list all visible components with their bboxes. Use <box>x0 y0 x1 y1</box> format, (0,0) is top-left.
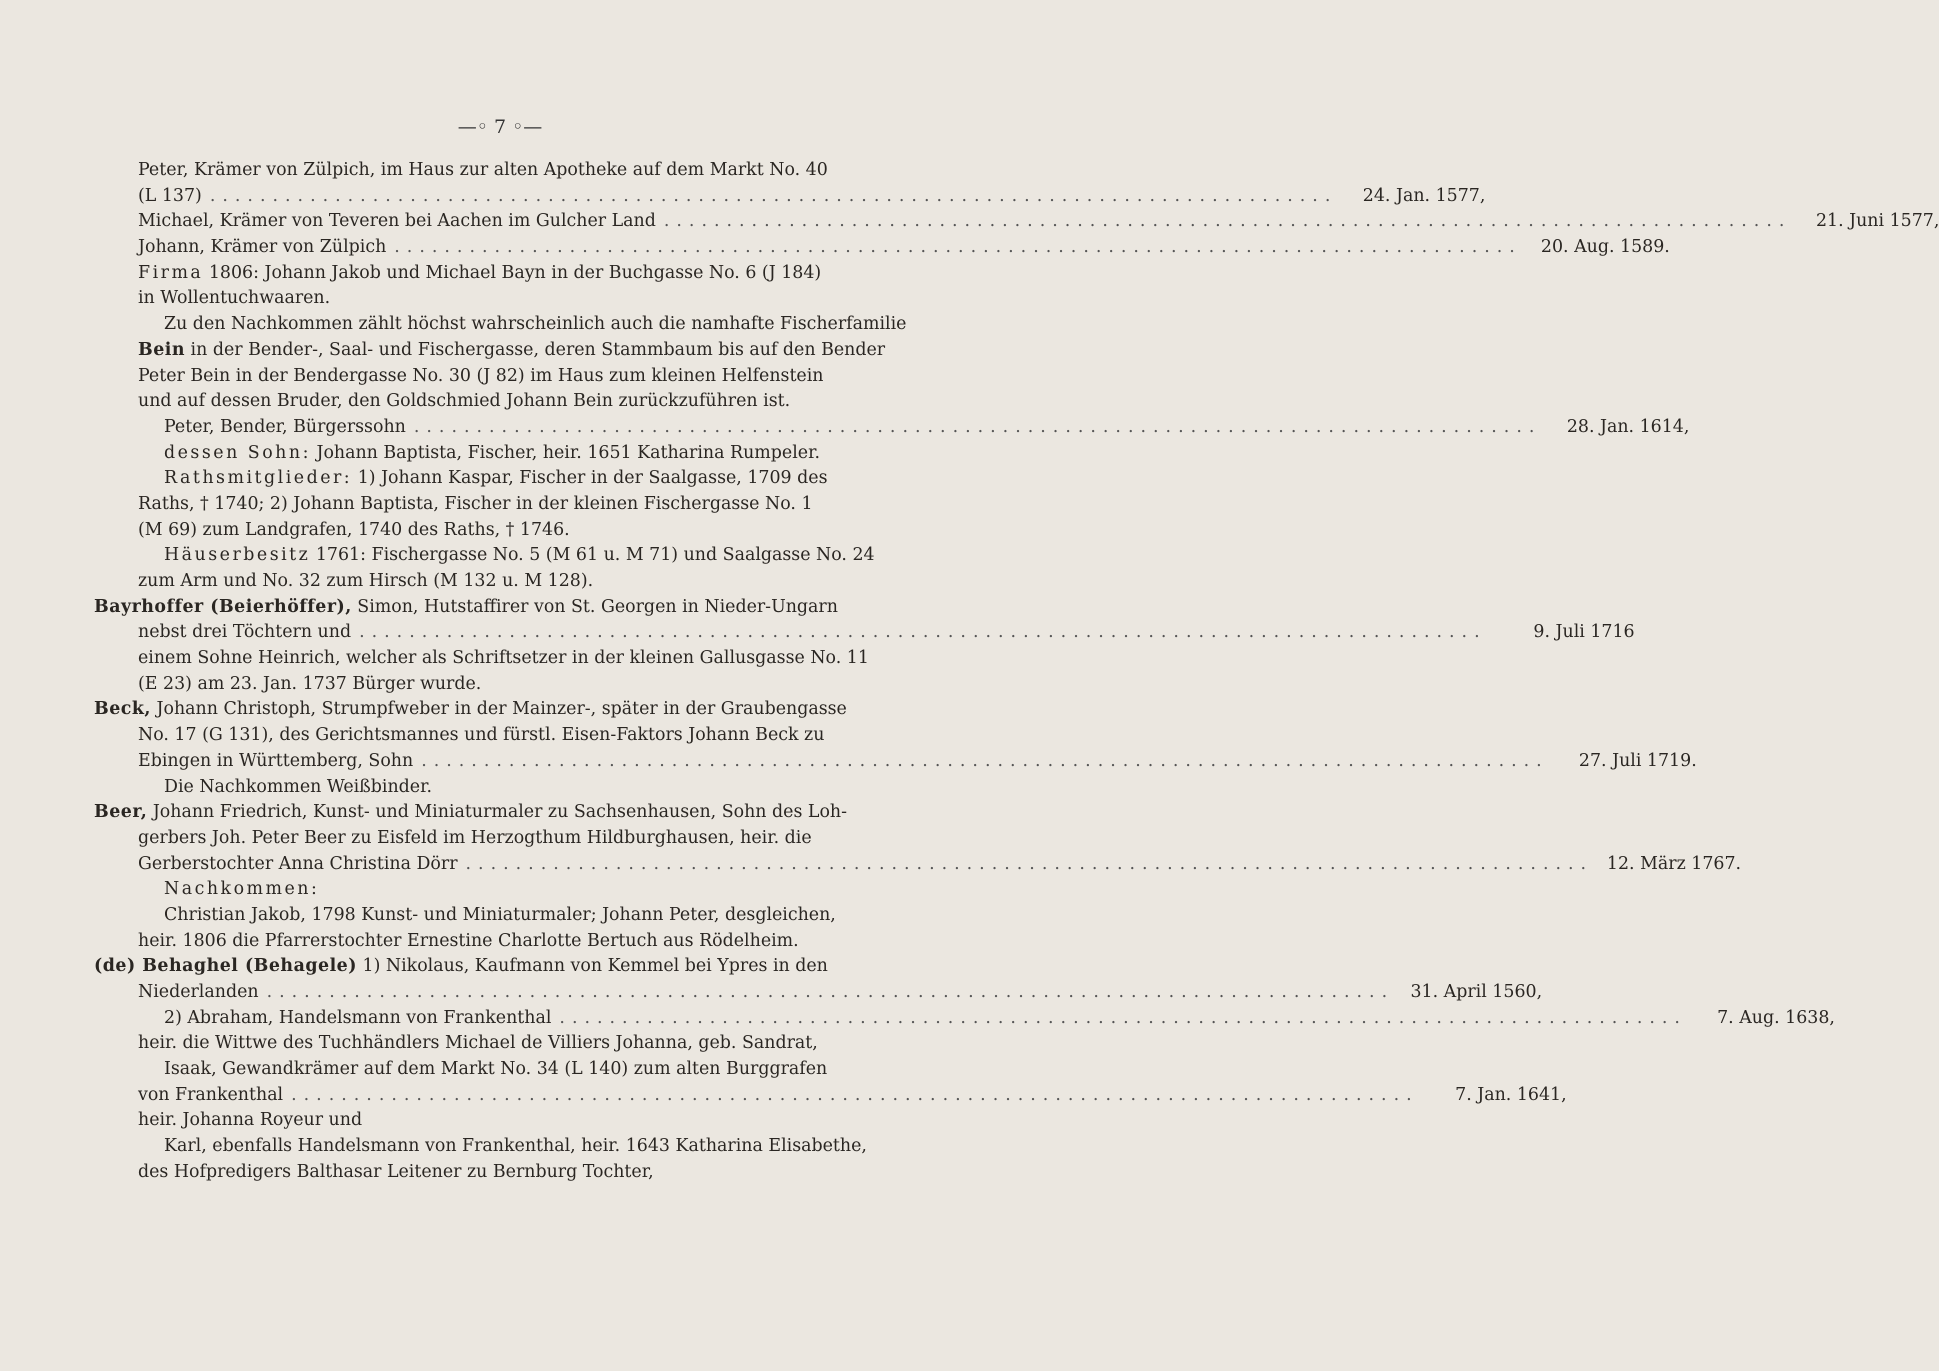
entry-date: 12. März 1767. <box>1606 853 1742 874</box>
text-line <box>138 466 890 492</box>
line-text: Die Nachkommen Weißbinder. <box>164 776 433 797</box>
text-line <box>138 492 890 518</box>
text-line <box>138 286 890 312</box>
text-line <box>138 929 890 955</box>
text-line <box>138 261 890 287</box>
text-line <box>138 1031 890 1057</box>
line-text: heir. die Wittwe des Tuchhändlers Michael de Villiers Johanna, geb. Sandrat, <box>138 1033 818 1054</box>
line-text: in Wollentuchwaaren. <box>138 288 331 309</box>
text-line <box>94 954 890 980</box>
line-text: des Hofpredigers Balthasar Leitener zu Bernburg Tochter, <box>138 1161 654 1182</box>
line-text: zum Arm und No. 32 zum Hirsch (M 132 u. M 128). <box>138 571 594 591</box>
line-text: Simon, Hutstaffirer von St. Georgen in Nieder-Ungarn <box>357 596 838 617</box>
line-text: 1) Nikolaus, Kaufmann von Kemmel bei Ypres in den <box>362 956 828 977</box>
spaced-label: Rathsmitglieder: <box>164 468 353 489</box>
line-text: 1806: Johann Jakob und Michael Bayn in der Buchgasse No. 6 (J 184) <box>208 262 822 283</box>
spaced-label: dessen Sohn: <box>164 442 311 463</box>
dot-leader: .......................................................................................... <box>663 211 1792 232</box>
entry-date: 27. Juli 1719. <box>1578 750 1697 771</box>
dot-leader: .......................................................................................... <box>421 750 1549 771</box>
text-line <box>138 235 1670 261</box>
line-text: Michael, Krämer von Teveren bei Aachen im Gulcher Land <box>138 211 656 232</box>
line-text: Johann Baptista, Fischer, heir. 1651 Katharina Rumpeler. <box>316 442 820 463</box>
line-text: Peter Bein in der Bendergasse No. 30 (J 82) im Haus zum kleinen Helfenstein <box>138 365 824 386</box>
entry-date: 9. Juli 1716 <box>1533 622 1635 643</box>
entry-date: 24. Jan. 1577, <box>1362 185 1486 206</box>
text-line <box>94 595 890 621</box>
dot-leader: .......................................................................................... <box>266 982 1395 1002</box>
entry-date: 31. April 1560, <box>1410 982 1543 1002</box>
entry-date: 7. Aug. 1638, <box>1717 1007 1835 1028</box>
text-line <box>138 620 1635 646</box>
dot-leader: .......................................................................................... <box>465 853 1594 874</box>
entry-date: 20. Aug. 1589. <box>1540 237 1670 258</box>
line-text: (M 69) zum Landgrafen, 1740 des Raths, † 1746. <box>138 519 570 540</box>
line-text: Niederlanden <box>138 982 259 1002</box>
text-line <box>138 569 890 595</box>
text-line <box>138 1160 890 1186</box>
spaced-label: Firma <box>138 262 204 283</box>
text-line <box>138 338 890 364</box>
line-text: heir. Johanna Royeur und <box>138 1110 363 1131</box>
line-text: Karl, ebenfalls Handelsmann von Frankenthal, heir. 1643 Katharina Elisabethe, <box>164 1136 867 1157</box>
line-text: Johann Friedrich, Kunst- und Miniaturmaler zu Sachsenhausen, Sohn des Loh- <box>152 802 847 823</box>
dot-leader: .......................................................................................... <box>209 185 1338 206</box>
line-text: gerbers Joh. Peter Beer zu Eisfeld im Herzogthum Hildburghausen, heir. die <box>138 827 812 848</box>
line-text: und auf dessen Bruder, den Goldschmied Johann Bein zurückzuführen ist. <box>138 391 791 412</box>
text-line <box>138 1083 1567 1109</box>
entry-heading: (de) Behaghel (Behagele) <box>94 956 357 977</box>
entry-heading: Beer, <box>94 802 148 823</box>
text-line <box>138 158 890 184</box>
text-line <box>138 826 890 852</box>
entry-date: 7. Jan. 1641, <box>1455 1084 1567 1105</box>
text-line <box>138 1134 890 1160</box>
line-text: Zu den Nachkommen zählt höchst wahrscheinlich auch die namhafte Fischerfamilie <box>164 314 907 335</box>
text-line <box>138 415 1690 441</box>
text-line <box>138 672 890 698</box>
spaced-label: Nachkommen: <box>164 879 320 900</box>
text-line <box>138 1057 890 1083</box>
text-line <box>138 441 890 467</box>
line-text: 2) Abraham, Handelsmann von Frankenthal <box>164 1007 552 1028</box>
text-line <box>138 1108 890 1134</box>
text-line <box>138 646 890 672</box>
text-line <box>138 543 890 569</box>
text-line <box>138 877 890 903</box>
line-text: Johann, Krämer von Zülpich <box>138 237 387 258</box>
line-text: No. 17 (G 131), des Gerichtsmannes und fürstl. Eisen-Faktors Johann Beck zu <box>138 725 825 746</box>
text-line <box>138 775 890 801</box>
line-text: 1761: Fischergasse No. 5 (M 61 u. M 71) und Saalgasse No. 24 <box>315 545 875 566</box>
text-line <box>138 364 890 390</box>
text-line <box>94 800 890 826</box>
dot-leader: .......................................................................................... <box>559 1007 1687 1028</box>
text-line <box>138 209 1939 235</box>
line-text: (E 23) am 23. Jan. 1737 Bürger wurde. <box>138 673 482 694</box>
line-text: Isaak, Gewandkrämer auf dem Markt No. 34 (L 140) zum alten Burggrafen <box>164 1059 828 1080</box>
dot-leader: .......................................................................................... <box>413 416 1542 437</box>
line-text: einem Sohne Heinrich, welcher als Schriftsetzer in der kleinen Gallusgasse No. 11 <box>138 648 869 669</box>
line-text: heir. 1806 die Pfarrerstochter Ernestine Charlotte Bertuch aus Rödelheim. <box>138 930 799 951</box>
text-line <box>138 723 890 749</box>
dot-leader: .......................................................................................... <box>291 1084 1419 1105</box>
text-line <box>138 852 1742 878</box>
text-line <box>138 980 1543 1006</box>
line-text: in der Bender-, Saal- und Fischergasse, deren Stammbaum bis auf den Bender <box>190 339 886 360</box>
text-line <box>138 1006 1835 1032</box>
entry-heading: Bayrhoffer (Beierhöffer), <box>94 596 352 617</box>
entry-heading: Bein <box>138 339 186 360</box>
dot-leader: .......................................................................................... <box>394 237 1522 258</box>
line-text: 1) Johann Kaspar, Fischer in der Saalgasse, 1709 des <box>357 468 828 489</box>
entry-date: 28. Jan. 1614, <box>1566 416 1690 437</box>
spaced-label: Häuserbesitz <box>164 545 311 566</box>
text-line <box>138 389 890 415</box>
text-line <box>138 749 1697 775</box>
line-text: Gerberstochter Anna Christina Dörr <box>138 853 458 874</box>
line-text: nebst drei Töchtern und <box>138 622 352 643</box>
entry-date: 21. Juni 1577, <box>1815 211 1939 232</box>
text-line <box>138 312 907 338</box>
text-line <box>138 903 890 929</box>
text-line <box>138 184 1486 210</box>
line-text: Raths, † 1740; 2) Johann Baptista, Fischer in der kleinen Fischergasse No. 1 <box>138 493 813 514</box>
text-line <box>138 518 890 544</box>
line-text: Johann Christoph, Strumpfweber in der Mainzer-, später in der Graubengasse <box>156 699 847 720</box>
line-text: von Frankenthal <box>138 1084 284 1105</box>
line-text: Peter, Krämer von Zülpich, im Haus zur alten Apotheke auf dem Markt No. 40 <box>138 160 828 180</box>
page-number: —◦ 7 ◦— <box>457 116 543 138</box>
text-line <box>94 697 890 723</box>
body-text <box>94 158 1939 1186</box>
line-text: Peter, Bender, Bürgerssohn <box>164 416 406 437</box>
entry-heading: Beck, <box>94 699 151 720</box>
line-text: Christian Jakob, 1798 Kunst- und Miniaturmaler; Johann Peter, desgleichen, <box>164 904 836 925</box>
dot-leader: .......................................................................................... <box>359 622 1487 643</box>
line-text: (L 137) <box>138 185 202 206</box>
line-text: Ebingen in Württemberg, Sohn <box>138 750 414 771</box>
